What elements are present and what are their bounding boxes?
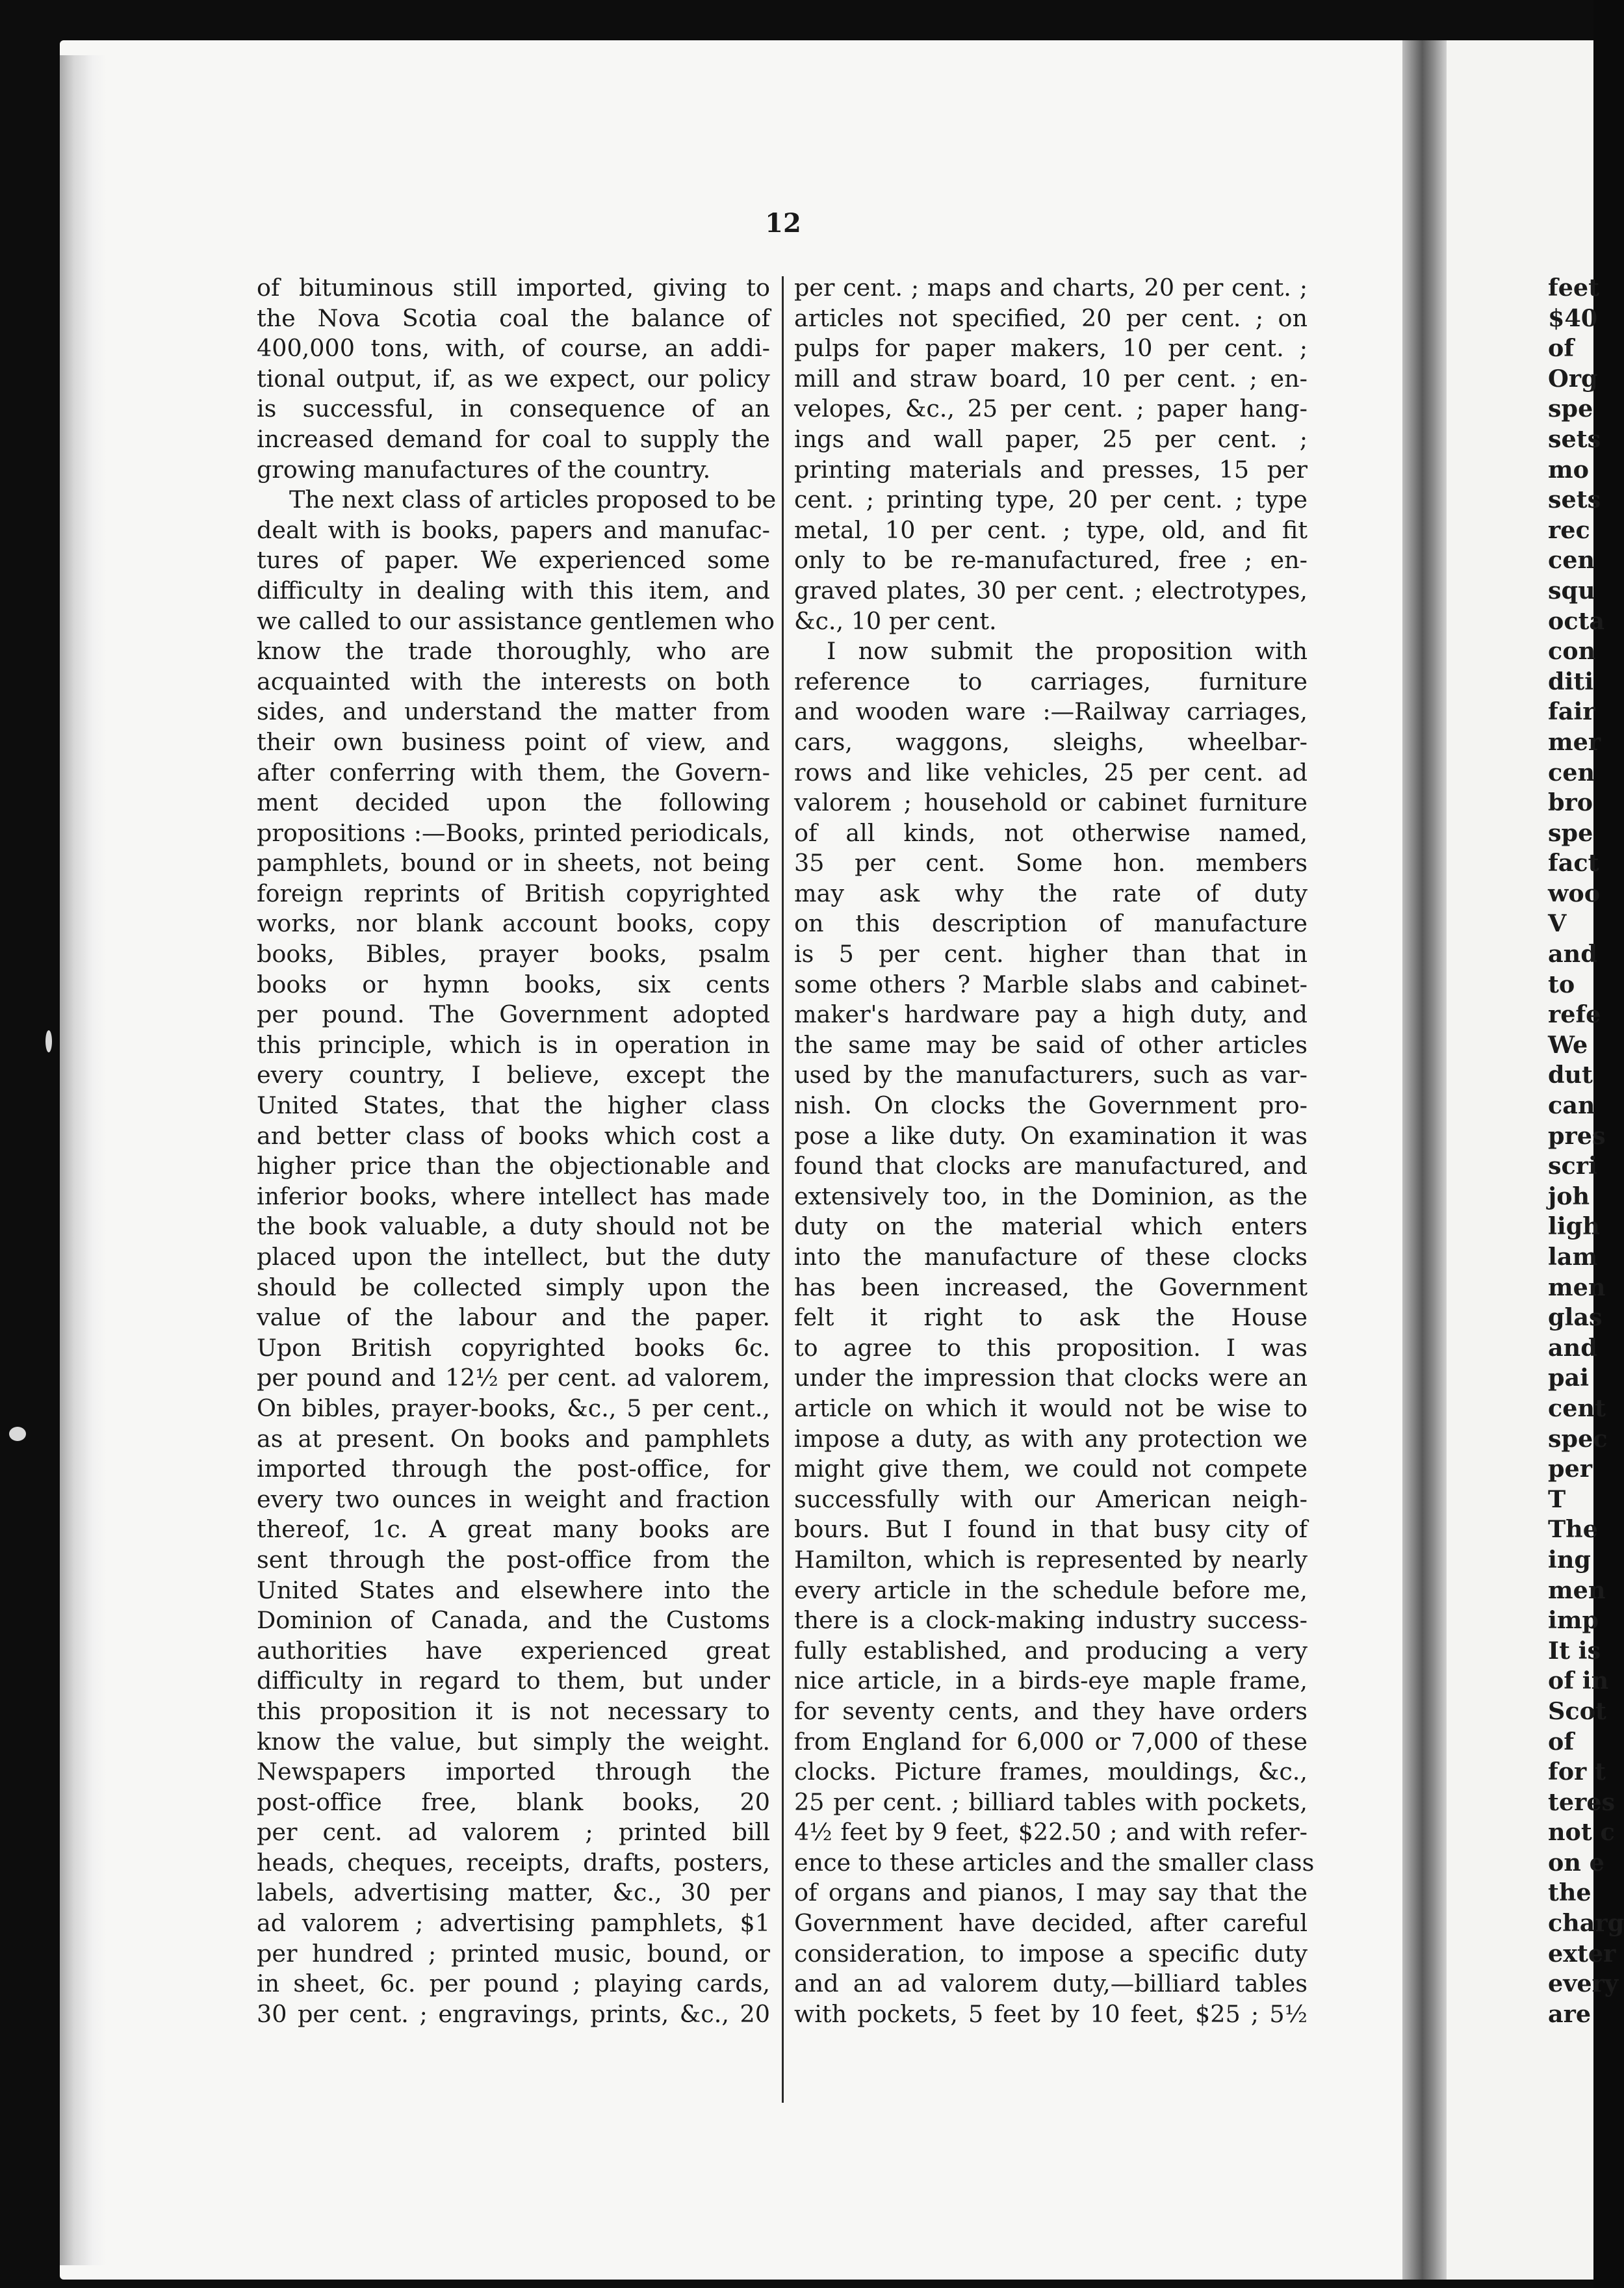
text-line: as at present. On books and pamphlets bbox=[257, 1424, 770, 1453]
text-line: there is a clock-making industry success- bbox=[794, 1606, 1308, 1635]
text-line: labels, advertising matter, &c., 30 per bbox=[257, 1878, 770, 1907]
text-line: inferior books, where intellect has made bbox=[257, 1182, 770, 1210]
text-line: &c., 10 per cent. bbox=[794, 606, 997, 635]
text-line: rows and like vehicles, 25 per cent. ad bbox=[794, 758, 1308, 786]
text-line: Hamilton, which is represented by nearly bbox=[794, 1545, 1308, 1574]
left-text-column bbox=[257, 273, 777, 2029]
text-line: On bibles, prayer-books, &c., 5 per cent., bbox=[257, 1394, 770, 1422]
text-line: I now submit the proposition with bbox=[827, 637, 1308, 666]
text-line: per pound. The Government adopted bbox=[257, 1000, 770, 1029]
text-line: exter bbox=[1548, 1939, 1616, 1968]
text-line: growing manufactures of the country. bbox=[257, 455, 711, 484]
text-line: found that clocks are manufactured, and bbox=[794, 1152, 1308, 1180]
text-line: 30 per cent. ; engravings, prints, &c., 20 bbox=[257, 1999, 770, 2028]
text-line: T bbox=[1548, 1485, 1566, 1513]
text-line: charg bbox=[1548, 1909, 1624, 1938]
text-line: metal, 10 per cent. ; type, old, and fit bbox=[794, 515, 1308, 544]
text-line: $40 bbox=[1548, 304, 1598, 332]
text-line: feet bbox=[1548, 274, 1600, 302]
text-line: is 5 per cent. higher than that in bbox=[794, 940, 1308, 968]
text-line: 400,000 tons, with, of course, an addi- bbox=[257, 334, 770, 363]
text-line: bours. But I found in that busy city of bbox=[794, 1515, 1308, 1544]
text-line: ligh bbox=[1548, 1212, 1600, 1241]
text-line: used by the manufacturers, such as var- bbox=[794, 1061, 1308, 1089]
text-line: con bbox=[1548, 637, 1596, 666]
text-line: difficulty in dealing with this item, and bbox=[257, 576, 770, 604]
text-line: and bbox=[1548, 1333, 1597, 1362]
text-line: for t bbox=[1548, 1758, 1606, 1786]
text-line: reference to carriages, furniture bbox=[794, 667, 1308, 696]
text-line: refe bbox=[1548, 1000, 1601, 1029]
text-line: per pound and 12½ per cent. ad valorem, bbox=[257, 1364, 770, 1392]
text-line: of all kinds, not otherwise named, bbox=[794, 818, 1308, 847]
text-line: of in bbox=[1548, 1667, 1609, 1695]
text-line: octa bbox=[1548, 606, 1605, 635]
text-line: Upon British copyrighted books 6c. bbox=[257, 1333, 770, 1362]
text-line: joh bbox=[1548, 1182, 1590, 1210]
text-line: United States and elsewhere into the bbox=[257, 1576, 770, 1604]
book-gutter bbox=[1402, 40, 1447, 2280]
text-line: for seventy cents, and they have orders bbox=[794, 1696, 1308, 1725]
text-line: after conferring with them, the Govern- bbox=[257, 758, 770, 786]
text-line: printing materials and presses, 15 per bbox=[794, 455, 1308, 484]
text-line: not c bbox=[1548, 1818, 1615, 1847]
text-line: The bbox=[1548, 1515, 1598, 1544]
text-line: valorem ; household or cabinet furniture bbox=[794, 788, 1308, 817]
text-line: cars, waggons, sleighs, wheelbar- bbox=[794, 727, 1308, 756]
text-line: rec bbox=[1548, 515, 1590, 544]
text-line: into the manufacture of these clocks bbox=[794, 1243, 1308, 1271]
text-line: per cent. ; maps and charts, 20 per cent. ; bbox=[794, 274, 1308, 302]
text-line: every two ounces in weight and fraction bbox=[257, 1485, 770, 1513]
text-line: are bbox=[1548, 1999, 1592, 2028]
text-line: woo bbox=[1548, 879, 1601, 907]
text-line: sent through the post-office from the bbox=[257, 1545, 770, 1574]
right-text-column bbox=[794, 273, 1315, 2029]
text-line: ing bbox=[1548, 1545, 1591, 1574]
text-line: books or hymn books, six cents bbox=[257, 970, 770, 998]
text-line: teres bbox=[1548, 1788, 1616, 1816]
text-line: ence to these articles and the smaller class bbox=[794, 1848, 1315, 1877]
text-line: of organs and pianos, I may say that the bbox=[794, 1878, 1308, 1907]
text-line: the same may be said of other articles bbox=[794, 1030, 1308, 1059]
text-line: mill and straw board, 10 per cent. ; en- bbox=[794, 364, 1308, 393]
text-line: on e bbox=[1548, 1848, 1605, 1877]
text-line: cen bbox=[1548, 758, 1595, 786]
text-line: post-office free, blank books, 20 bbox=[257, 1788, 770, 1816]
text-line: some others ? Marble slabs and cabinet- bbox=[794, 970, 1308, 998]
text-line: from England for 6,000 or 7,000 of these bbox=[794, 1727, 1308, 1756]
text-line: under the impression that clocks were an bbox=[794, 1364, 1308, 1392]
text-line: this proposition it is not necessary to bbox=[257, 1696, 770, 1725]
text-line: the Nova Scotia coal the balance of bbox=[257, 304, 770, 332]
text-line: acquainted with the interests on both bbox=[257, 667, 770, 696]
text-line: fact bbox=[1548, 849, 1599, 878]
text-line: of bbox=[1548, 334, 1575, 363]
text-line: every country, I believe, except the bbox=[257, 1061, 770, 1089]
text-line: mer bbox=[1548, 727, 1601, 756]
text-line: graved plates, 30 per cent. ; electrotypes, bbox=[794, 576, 1308, 604]
text-line: difficulty in regard to them, but under bbox=[257, 1667, 770, 1695]
text-line: United States, that the higher class bbox=[257, 1091, 770, 1120]
text-line: pamphlets, bound or in sheets, not being bbox=[257, 849, 770, 878]
text-line: extensively too, in the Dominion, as the bbox=[794, 1182, 1308, 1210]
text-line: spec bbox=[1548, 1424, 1608, 1453]
text-line: and better class of books which cost a bbox=[257, 1121, 770, 1150]
text-line: scri bbox=[1548, 1152, 1597, 1180]
text-line: value of the labour and the paper. bbox=[257, 1303, 770, 1332]
text-line: and wooden ware :—Railway carriages, bbox=[794, 697, 1308, 726]
text-line: with pockets, 5 feet by 10 feet, $25 ; 5½ bbox=[794, 1999, 1308, 2028]
page-edge-shadow bbox=[60, 55, 107, 2265]
text-line: fair bbox=[1548, 697, 1595, 726]
text-line: their own business point of view, and bbox=[257, 727, 770, 756]
text-line: Dominion of Canada, and the Customs bbox=[257, 1606, 770, 1635]
text-line: the bbox=[1548, 1878, 1592, 1907]
text-line: and bbox=[1548, 940, 1597, 968]
text-line: articles not specified, 20 per cent. ; on bbox=[794, 304, 1308, 332]
text-line: mo bbox=[1548, 455, 1589, 484]
text-line: duty on the material which enters bbox=[794, 1212, 1308, 1241]
text-line: nice article, in a birds-eye maple frame, bbox=[794, 1667, 1308, 1695]
text-line: per bbox=[1548, 1455, 1592, 1483]
text-line: Scot bbox=[1548, 1696, 1606, 1725]
scan-speck bbox=[9, 1427, 26, 1441]
text-line: cent. ; printing type, 20 per cent. ; type bbox=[794, 486, 1308, 514]
text-line: Org bbox=[1548, 364, 1598, 393]
text-line: spe bbox=[1548, 818, 1593, 847]
text-line: is successful, in consequence of an bbox=[257, 395, 770, 423]
text-line: works, nor blank account books, copy bbox=[257, 909, 770, 938]
text-line: nish. On clocks the Government pro- bbox=[794, 1091, 1308, 1120]
text-line: imported through the post-office, for bbox=[257, 1455, 770, 1483]
text-line: Government have decided, after careful bbox=[794, 1909, 1308, 1938]
text-line: ad valorem ; advertising pamphlets, $1 bbox=[257, 1909, 770, 1938]
text-line: per cent. ad valorem ; printed bill bbox=[257, 1818, 770, 1847]
text-line: 25 per cent. ; billiard tables with pockets, bbox=[794, 1788, 1308, 1816]
text-line: spe bbox=[1548, 395, 1593, 423]
text-line: thereof, 1c. A great many books are bbox=[257, 1515, 770, 1544]
text-line: increased demand for coal to supply the bbox=[257, 424, 770, 453]
text-line: men bbox=[1548, 1576, 1606, 1604]
text-line: bro bbox=[1548, 788, 1593, 817]
text-line: fully established, and producing a very bbox=[794, 1636, 1308, 1665]
text-line: impose a duty, as with any protection we bbox=[794, 1424, 1308, 1453]
text-line: can bbox=[1548, 1091, 1595, 1120]
text-line: clocks. Picture frames, mouldings, &c., bbox=[794, 1758, 1308, 1786]
text-line: pai bbox=[1548, 1364, 1590, 1392]
text-line: know the value, but simply the weight. bbox=[257, 1727, 770, 1756]
text-line: tional output, if, as we expect, our policy bbox=[257, 364, 770, 393]
text-line: men bbox=[1548, 1273, 1606, 1301]
text-line: ment decided upon the following bbox=[257, 788, 770, 817]
text-line: this principle, which is in operation in bbox=[257, 1030, 770, 1059]
text-line: dut bbox=[1548, 1061, 1593, 1089]
text-line: maker's hardware pay a high duty, and bbox=[794, 1000, 1308, 1029]
text-line: successfully with our American neigh- bbox=[794, 1485, 1308, 1513]
text-line: lam bbox=[1548, 1243, 1598, 1271]
text-line: pose a like duty. On examination it was bbox=[794, 1121, 1308, 1150]
text-line: V bbox=[1548, 909, 1567, 938]
text-line: velopes, &c., 25 per cent. ; paper hang- bbox=[794, 395, 1308, 423]
text-line: know the trade thoroughly, who are bbox=[257, 637, 770, 666]
text-line: we called to our assistance gentlemen who bbox=[257, 606, 775, 635]
text-line: The next class of articles proposed to be bbox=[289, 486, 777, 514]
text-line: felt it right to ask the House bbox=[794, 1303, 1308, 1332]
text-line: may ask why the rate of duty bbox=[794, 879, 1308, 907]
text-line: diti bbox=[1548, 667, 1594, 696]
text-line: of bbox=[1548, 1727, 1575, 1756]
facing-page-text-fragments bbox=[1548, 273, 1624, 2029]
text-line: every bbox=[1548, 1970, 1619, 1998]
text-line: Newspapers imported through the bbox=[257, 1758, 770, 1786]
text-line: to agree to this proposition. I was bbox=[794, 1333, 1308, 1362]
text-line: tures of paper. We experienced some bbox=[257, 546, 770, 575]
text-line: squ bbox=[1548, 576, 1595, 604]
text-line: the book valuable, a duty should not be bbox=[257, 1212, 770, 1241]
text-line: placed upon the intellect, but the duty bbox=[257, 1243, 770, 1271]
text-line: and an ad valorem duty,—billiard tables bbox=[794, 1970, 1308, 1998]
text-line: glas bbox=[1548, 1303, 1603, 1332]
text-line: higher price than the objectionable and bbox=[257, 1152, 770, 1180]
text-line: pres bbox=[1548, 1121, 1606, 1150]
text-line: has been increased, the Government bbox=[794, 1273, 1308, 1301]
text-line: sides, and understand the matter from bbox=[257, 697, 770, 726]
text-line: ings and wall paper, 25 per cent. ; bbox=[794, 424, 1308, 453]
text-line: pulps for paper makers, 10 per cent. ; bbox=[794, 334, 1308, 363]
text-line: in sheet, 6c. per pound ; playing cards, bbox=[257, 1970, 770, 1998]
text-line: sets bbox=[1548, 486, 1601, 514]
text-line: 35 per cent. Some hon. members bbox=[794, 849, 1308, 878]
text-line: We bbox=[1548, 1030, 1588, 1059]
text-line: on this description of manufacture bbox=[794, 909, 1308, 938]
text-line: article on which it would not be wise to bbox=[794, 1394, 1308, 1422]
text-line: books, Bibles, prayer books, psalm bbox=[257, 940, 770, 968]
text-line: cen bbox=[1548, 546, 1595, 575]
text-line: of bituminous still imported, giving to bbox=[257, 274, 770, 302]
text-line: per hundred ; printed music, bound, or bbox=[257, 1939, 770, 1968]
column-divider bbox=[782, 276, 784, 2103]
text-line: heads, cheques, receipts, drafts, posters, bbox=[257, 1848, 770, 1877]
text-line: It is bbox=[1548, 1636, 1601, 1665]
text-line: 4½ feet by 9 feet, $22.50 ; and with refer- bbox=[794, 1818, 1308, 1847]
text-line: authorities have experienced great bbox=[257, 1636, 770, 1665]
scan-speck bbox=[45, 1030, 52, 1052]
text-line: dealt with is books, papers and manufac- bbox=[257, 515, 770, 544]
text-line: propositions :—Books, printed periodicals, bbox=[257, 818, 770, 847]
text-line: should be collected simply upon the bbox=[257, 1273, 770, 1301]
text-line: sets bbox=[1548, 424, 1601, 453]
page-number: 12 bbox=[765, 208, 801, 239]
text-line: cent bbox=[1548, 1394, 1606, 1422]
text-line: consideration, to impose a specific duty bbox=[794, 1939, 1308, 1968]
text-line: every article in the schedule before me, bbox=[794, 1576, 1308, 1604]
text-line: might give them, we could not compete bbox=[794, 1455, 1308, 1483]
text-line: imp bbox=[1548, 1606, 1599, 1635]
text-line: to bbox=[1548, 970, 1575, 998]
text-line: only to be re-manufactured, free ; en- bbox=[794, 546, 1308, 575]
text-line: foreign reprints of British copyrighted bbox=[257, 879, 770, 907]
